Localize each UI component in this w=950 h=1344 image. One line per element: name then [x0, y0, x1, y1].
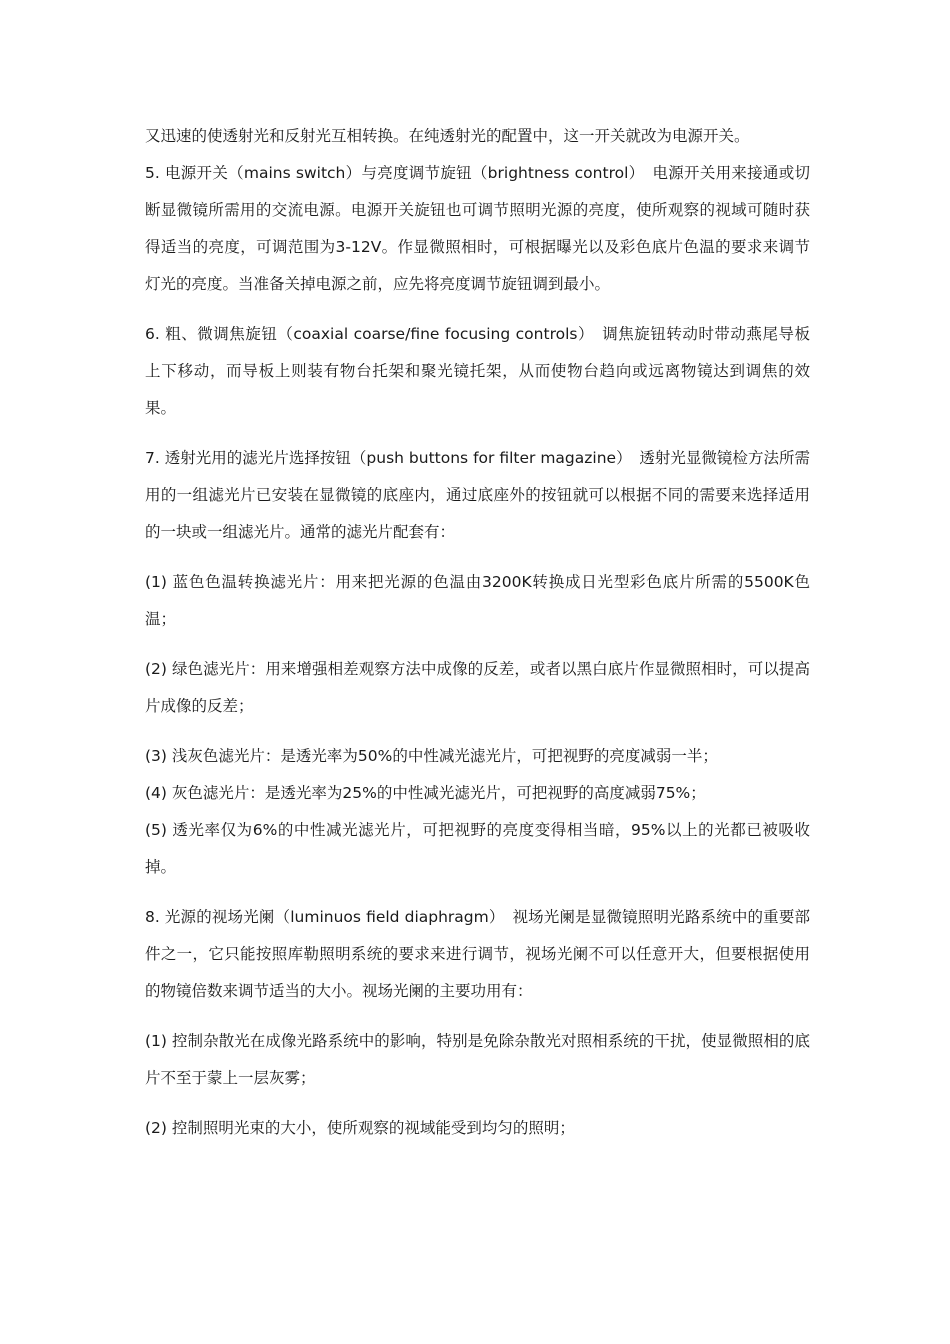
paragraph-continued: 又迅速的使透射光和反射光互相转换。在纯透射光的配置中，这一开关就改为电源开关。	[145, 127, 750, 145]
paragraph-field-diaphragm: 8. 光源的视场光阑（luminuos field diaphragm） 视场光阑是显微镜照明光路系统中的重要部件之一，它只能按照库勒照明系统的要求来进行调节，视场光阑不可以任意开大，但要根据使用的物镜倍数来调节适当的大小。视场光阑的主要功用有：	[145, 908, 810, 1000]
list-item-gray-filter: (4) 灰色滤光片：是透光率为25%的中性减光滤光片，可把视野的高度减弱75%；	[145, 784, 706, 802]
list-item-stray-light: (1) 控制杂散光在成像光路系统中的影响，特别是免除杂散光对照相系统的干扰，使显微照相的底片不至于蒙上一层灰雾；	[145, 1032, 810, 1087]
paragraph-focusing-controls: 6. 粗、微调焦旋钮（coaxial coarse/fine focusing controls） 调焦旋钮转动时带动燕尾导板上下移动，而导板上则装有物台托架和聚光镜托架，从而使物台趋向或远离物镜达到调焦的效果。	[145, 325, 810, 417]
list-item-light-gray-filter: (3) 浅灰色滤光片：是透光率为50%的中性减光滤光片，可把视野的亮度减弱一半；	[145, 747, 718, 765]
list-item-beam-size: (2) 控制照明光束的大小，使所观察的视域能受到均匀的照明；	[145, 1119, 575, 1137]
document-page	[145, 118, 810, 1147]
paragraph-mains-switch: 5. 电源开关（mains switch）与亮度调节旋钮（brightness control） 电源开关用来接通或切断显微镜所需用的交流电源。电源开关旋钮也可调节照明光源的亮度，使所观察的视域可随时获得适当的亮度，可调范围为3-12V。作显微照相时，可根据曝光以及彩色底片色温的要求来调节灯光的亮度。当准备关掉电源之前，应先将亮度调节旋钮调到最小。	[145, 164, 810, 293]
paragraph-filter-buttons: 7. 透射光用的滤光片选择按钮（push buttons for filter magazine） 透射光显微镜检方法所需用的一组滤光片已安装在显微镜的底座内，通过底座外的按钮就可以根据不同的需要来选择适用的一块或一组滤光片。通常的滤光片配套有：	[145, 449, 810, 541]
list-item-nd-filter: (5) 透光率仅为6%的中性减光滤光片，可把视野的亮度变得相当暗，95%以上的光都已被吸收掉。	[145, 821, 810, 876]
list-item-blue-filter: (1) 蓝色色温转换滤光片：用来把光源的色温由3200K转换成日光型彩色底片所需的5500K色温；	[145, 573, 810, 628]
list-item-green-filter: (2) 绿色滤光片：用来增强相差观察方法中成像的反差，或者以黑白底片作显微照相时，可以提高片成像的反差；	[145, 660, 810, 715]
